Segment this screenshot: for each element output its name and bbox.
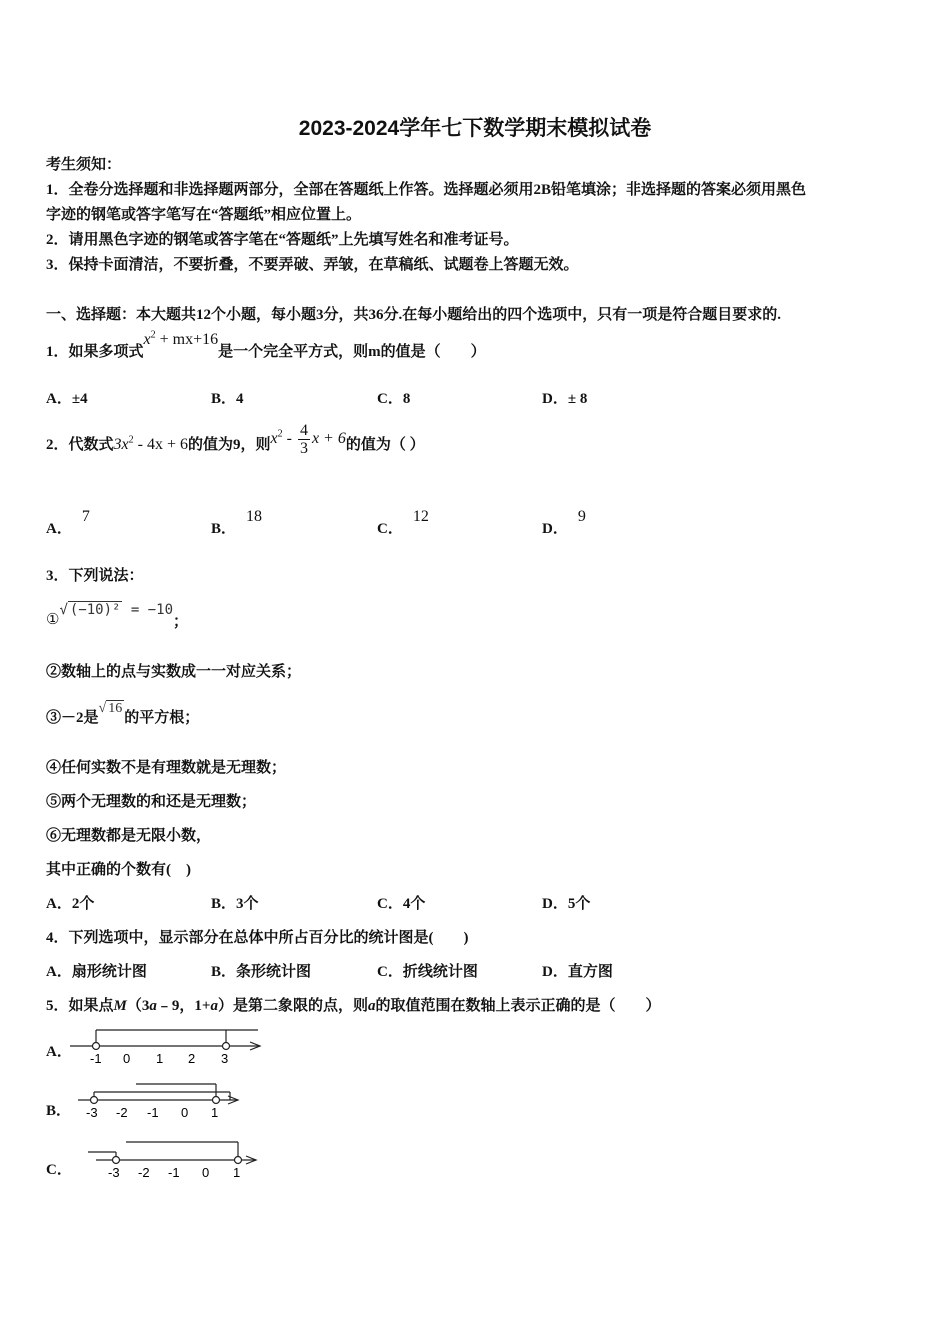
- notice-heading: 考生须知：: [46, 157, 122, 173]
- q3-statement-5: ⑤两个无理数的和还是无理数；: [46, 794, 257, 810]
- q3-statement-4: ④任何实数不是有理数就是无理数；: [46, 760, 287, 776]
- tick-label: -1: [168, 1165, 180, 1180]
- notice-item-1-line-2: 字迹的钢笔或答字笔写在“答题纸”相应位置上。: [46, 207, 362, 223]
- page-title: 2023-2024学年七下数学期末模拟试卷: [298, 117, 652, 140]
- q1-option-c: C．8: [377, 391, 411, 407]
- question-2: [46, 422, 425, 463]
- tick-label: -1: [90, 1051, 102, 1066]
- q3-option-c: C．4个: [377, 896, 426, 912]
- q4-option-a: A．扇形统计图: [46, 964, 147, 980]
- open-point-left: [113, 1157, 120, 1164]
- q4-option-d: D．直方图: [542, 964, 613, 980]
- q3-statement-6: ⑥无理数都是无限小数，: [46, 828, 212, 844]
- question-1: [46, 329, 486, 361]
- open-point-right: [213, 1097, 220, 1104]
- q1-suffix: 是一个完全平方式，则m的值是（ ）: [218, 344, 486, 360]
- tick-label: 1: [233, 1165, 241, 1180]
- tick-label: 2: [188, 1051, 196, 1066]
- q3-statement-2: ②数轴上的点与实数成一一对应关系；: [46, 664, 302, 680]
- notice-item-3: 3．保持卡面清洁，不要折叠，不要弄破、弄皱，在草稿纸、试题卷上答题无效。: [46, 257, 579, 273]
- tick-label: 1: [156, 1051, 164, 1066]
- open-point-right: [223, 1043, 230, 1050]
- q5-option-a-label: A．: [46, 1044, 72, 1060]
- q2-option-c: C．12: [377, 508, 429, 537]
- q3-option-a: A．2个: [46, 896, 95, 912]
- tick-label: 0: [181, 1105, 189, 1120]
- tick-label: -3: [86, 1105, 98, 1120]
- q2-option-a: A．7: [46, 508, 90, 537]
- q1-expression: $x^2 + mx+16$: [143, 329, 219, 348]
- q3-statement-3: ③－2是√ 16的平方根；: [46, 701, 200, 726]
- q3-option-b: B．3个: [211, 896, 259, 912]
- q5-stem: 5．如果点M（3a﹣9，1+a）是第二象限的点，则a的取值范围在数轴上表示正确的是（ ）: [46, 998, 661, 1014]
- notice-item-1-line-1: 1．全卷分选择题和非选择题两部分，全部在答题纸上作答。选择题必须用2B铅笔填涂；非选择题的答案必须用黑色: [46, 182, 807, 198]
- q1-option-b: B．4: [211, 391, 244, 407]
- q4-option-c: C．折线统计图: [377, 964, 478, 980]
- q5-option-c-label: C．: [46, 1162, 72, 1178]
- tick-label: 3: [221, 1051, 229, 1066]
- q3-stem: 3．下列说法：: [46, 568, 144, 584]
- q5-option-c-number-line: [88, 1136, 263, 1182]
- open-point-right: [235, 1157, 242, 1164]
- q2-option-b: B．18: [211, 508, 263, 537]
- tick-label: -2: [138, 1165, 150, 1180]
- q3-ask: 其中正确的个数有( ): [46, 862, 191, 878]
- tick-label: 0: [202, 1165, 210, 1180]
- q4-stem: 4．下列选项中，显示部分在总体中所占百分比的统计图是( ): [46, 930, 469, 946]
- tick-label: 1: [211, 1105, 219, 1120]
- tick-label: -1: [147, 1105, 159, 1120]
- q5-option-a-number-line: [70, 1022, 265, 1070]
- q3-statement-1: ①√ (−10)² = −10；: [46, 602, 189, 630]
- q2-middle: 的值为9，则: [187, 437, 271, 454]
- q3-option-d: D．5个: [542, 896, 591, 912]
- q2-expression-2: $x^2$ - $\frac{4}{3}$ x + 6: [270, 422, 346, 457]
- q1-option-d: D．± 8: [542, 391, 588, 407]
- section-heading: 一、选择题：本大题共12个小题，每小题3分，共36分.在每小题给出的四个选项中，只有一项是符合题目要求的.: [46, 307, 782, 323]
- q5-option-b-number-line: [70, 1078, 245, 1124]
- q1-option-a: A．±4: [46, 391, 88, 407]
- q1-prefix: 1．如果多项式: [46, 344, 144, 360]
- q4-option-b: B．条形统计图: [211, 964, 312, 980]
- q2-suffix: 的值为（ ）: [345, 437, 425, 454]
- q2-expression-1: $3x^2 - 4x + 6$: [113, 434, 188, 454]
- q2-option-d: D．9: [542, 508, 586, 537]
- q5-option-b-label: B．: [46, 1103, 72, 1119]
- tick-label: 0: [123, 1051, 131, 1066]
- open-point-left: [91, 1097, 98, 1104]
- q2-prefix: 2．代数式: [46, 437, 114, 454]
- open-point-left: [93, 1043, 100, 1050]
- tick-label: -3: [108, 1165, 120, 1180]
- tick-label: -2: [116, 1105, 128, 1120]
- notice-item-2: 2．请用黑色字迹的钢笔或答字笔在“答题纸”上先填写姓名和准考证号。: [46, 232, 519, 248]
